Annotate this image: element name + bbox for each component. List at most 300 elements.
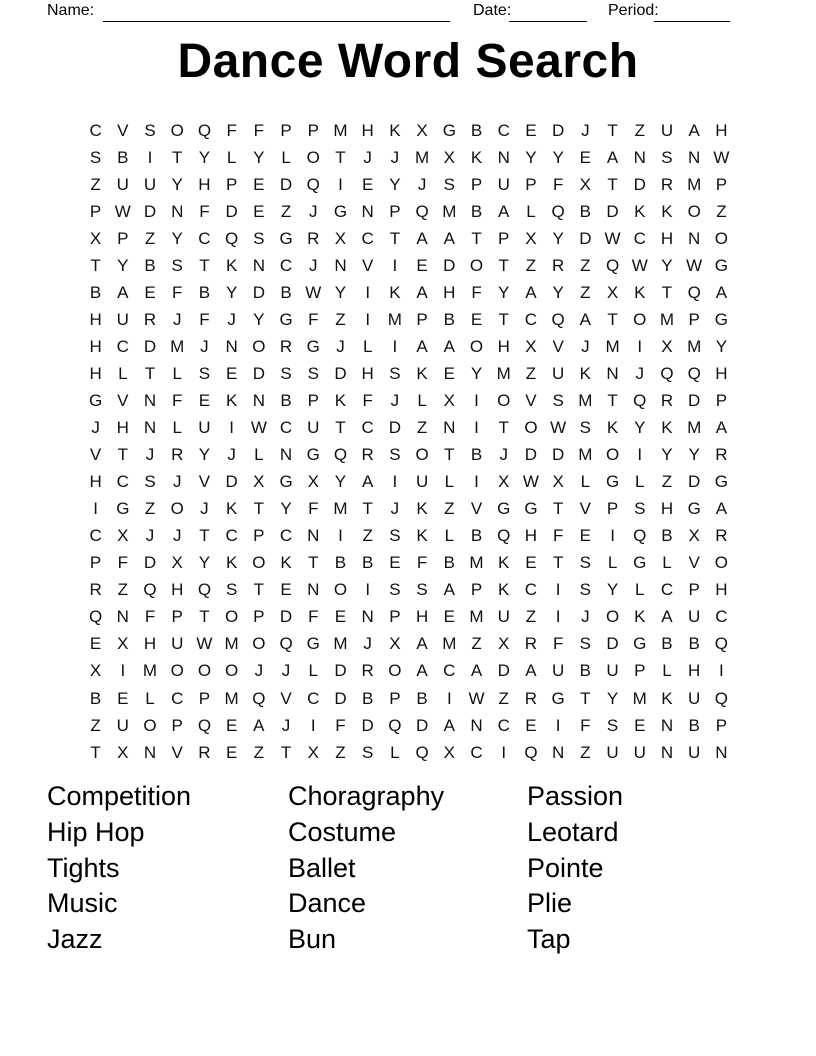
grid-letter: J (363, 634, 372, 654)
grid-letter: Q (551, 201, 565, 221)
grid-letter: M (142, 661, 158, 681)
grid-letter: W (686, 255, 703, 275)
word-list-item: Ballet (288, 852, 356, 883)
grid-letter: E (253, 201, 265, 221)
grid-letter: I (474, 418, 479, 438)
grid-letter: S (579, 418, 592, 438)
grid-letter: Z (416, 418, 428, 438)
grid-letter: A (362, 472, 374, 492)
grid-letter: B (144, 255, 156, 275)
grid-letter: W (114, 201, 131, 221)
grid-letter: N (171, 201, 184, 221)
grid-letter: T (90, 742, 101, 762)
grid-letter: K (416, 499, 428, 519)
grid-letter: E (634, 715, 646, 735)
grid-letter: V (579, 499, 592, 519)
name-blank-line (103, 0, 450, 22)
grid-letter: Y (171, 174, 183, 194)
grid-letter: I (365, 282, 371, 302)
grid-letter: A (715, 499, 728, 519)
grid-letter: P (307, 120, 319, 140)
grid-letter: O (469, 255, 484, 275)
grid-letter: S (443, 174, 455, 194)
grid-letter: P (253, 607, 265, 627)
grid-letter: O (415, 445, 429, 465)
grid-letter: J (200, 336, 209, 356)
grid-letter: Q (306, 174, 320, 194)
grid-letter: Z (335, 309, 346, 329)
grid-letter: Y (334, 282, 347, 302)
grid-letter: W (250, 418, 267, 438)
grid-letter: N (361, 201, 374, 221)
grid-letter: B (362, 553, 374, 573)
grid-letter: X (443, 390, 455, 410)
grid-letter: B (470, 526, 483, 546)
grid-letter: T (498, 418, 509, 438)
grid-letter: X (117, 634, 129, 654)
grid-letter: I (338, 526, 343, 546)
grid-letter: N (279, 445, 293, 465)
grid-letter: Z (661, 472, 673, 492)
grid-letter: I (338, 174, 343, 194)
grid-letter: P (89, 553, 102, 573)
grid-letter: Q (197, 580, 212, 600)
grid-letter: P (117, 228, 129, 248)
grid-letter: K (416, 526, 428, 546)
grid-letter: E (117, 688, 129, 708)
grid-letter: T (498, 255, 509, 275)
grid-letter: C (715, 607, 728, 627)
grid-letter: S (253, 228, 265, 248)
grid-letter: I (555, 580, 561, 600)
grid-letter: R (198, 742, 211, 762)
grid-letter: E (579, 526, 592, 546)
grid-letter: U (660, 120, 674, 140)
grid-letter: M (659, 309, 675, 329)
grid-letter: F (117, 553, 128, 573)
grid-letter: U (116, 174, 129, 194)
grid-letter: B (89, 282, 102, 302)
grid-letter: M (333, 634, 348, 654)
grid-letter: J (581, 336, 590, 356)
grid-letter: U (116, 715, 129, 735)
grid-letter: P (225, 174, 238, 194)
grid-letter: H (116, 418, 129, 438)
grid-letter: R (660, 390, 674, 410)
grid-letter: C (470, 742, 483, 762)
grid-letter: V (89, 445, 102, 465)
grid-letter: C (198, 228, 211, 248)
grid-letter: K (634, 607, 646, 627)
grid-letter: A (606, 147, 619, 167)
grid-letter: P (470, 580, 483, 600)
grid-letter: S (579, 553, 592, 573)
grid-letter: F (144, 607, 156, 627)
grid-letter: F (308, 309, 319, 329)
grid-letter: S (280, 363, 292, 383)
word-list-column-1 (47, 779, 191, 958)
grid-letter: L (145, 688, 155, 708)
grid-letter: Z (498, 688, 509, 708)
grid-letter: S (606, 715, 619, 735)
grid-letter: Y (334, 472, 347, 492)
grid-letter: D (688, 472, 701, 492)
grid-letter: F (172, 282, 183, 302)
grid-letter: T (661, 282, 673, 302)
word-list-column-2 (288, 779, 444, 958)
grid-letter: T (552, 499, 564, 519)
grid-letter: K (225, 390, 238, 410)
grid-letter: U (171, 634, 184, 654)
grid-letter: K (634, 201, 646, 221)
grid-letter: A (688, 120, 700, 140)
date-label: Date: (473, 2, 512, 19)
grid-letter: R (307, 228, 320, 248)
grid-letter: Y (552, 147, 564, 167)
grid-letter: L (635, 472, 645, 492)
grid-letter: X (498, 472, 510, 492)
grid-letter: B (661, 634, 673, 654)
grid-letter: P (715, 390, 728, 410)
grid-letter: L (172, 418, 182, 438)
grid-letter: E (470, 309, 483, 329)
grid-letter: B (443, 553, 455, 573)
grid-letter: T (607, 390, 618, 410)
grid-letter: D (225, 201, 238, 221)
grid-letter: T (253, 580, 265, 600)
grid-letter: T (144, 363, 156, 383)
grid-letter: F (335, 715, 346, 735)
grid-letter: Z (580, 742, 591, 762)
grid-letter: T (308, 553, 319, 573)
grid-letter: F (308, 499, 319, 519)
grid-letter: Y (525, 147, 537, 167)
grid-letter: P (498, 228, 510, 248)
grid-letter: L (118, 363, 128, 383)
grid-letter: O (252, 336, 266, 356)
grid-letter: I (555, 715, 561, 735)
grid-letter: T (498, 309, 509, 329)
grid-letter: Y (661, 255, 673, 275)
grid-letter: C (524, 309, 538, 329)
grid-letter: B (579, 661, 592, 681)
grid-letter: P (525, 174, 537, 194)
grid-letter: Q (279, 634, 293, 654)
grid-letter: W (196, 634, 213, 654)
grid-letter: R (171, 445, 184, 465)
grid-letter: N (252, 255, 265, 275)
grid-letter: H (143, 634, 157, 654)
grid-letter: Y (225, 282, 238, 302)
grid-letter: D (579, 228, 592, 248)
grid-letter: E (144, 282, 156, 302)
grid-letter: B (416, 688, 428, 708)
grid-letter: G (633, 634, 647, 654)
grid-letter: L (580, 472, 591, 492)
grid-letter: S (552, 390, 564, 410)
grid-letter: N (143, 742, 157, 762)
grid-letter: S (144, 120, 156, 140)
grid-letter: N (470, 715, 483, 735)
grid-letter: C (443, 661, 456, 681)
grid-letter: M (469, 553, 484, 573)
grid-letter: Q (415, 742, 429, 762)
word-list-item: Tights (47, 852, 120, 883)
grid-letter: P (89, 201, 102, 221)
grid-letter: Z (525, 255, 537, 275)
grid-letter: K (498, 553, 510, 573)
grid-letter: O (388, 661, 402, 681)
grid-letter: M (415, 147, 430, 167)
grid-letter: Y (715, 336, 728, 356)
grid-letter: P (171, 715, 183, 735)
grid-letter: Q (714, 688, 728, 708)
grid-letter: B (579, 201, 592, 221)
grid-letter: F (199, 201, 210, 221)
grid-letter: R (524, 688, 538, 708)
grid-letter: V (525, 390, 537, 410)
grid-letter: P (171, 607, 183, 627)
word-list-item: Music (47, 888, 118, 919)
grid-letter: J (172, 526, 182, 546)
grid-letter: N (307, 580, 320, 600)
grid-letter: G (279, 472, 293, 492)
grid-letter: G (306, 445, 320, 465)
grid-letter: A (416, 661, 428, 681)
word-list-item: Passion (527, 781, 624, 811)
grid-letter: R (361, 445, 374, 465)
grid-letter: T (117, 445, 128, 465)
grid-letter: X (253, 472, 265, 492)
grid-letter: L (444, 526, 455, 546)
grid-letter: E (198, 390, 211, 410)
grid-letter: Y (661, 445, 673, 465)
grid-letter: D (143, 553, 157, 573)
grid-letter: V (280, 688, 292, 708)
grid-letter: K (225, 255, 238, 275)
grid-letter: F (552, 634, 564, 654)
grid-letter: O (170, 661, 184, 681)
grid-letter: L (526, 201, 536, 221)
grid-letter: J (581, 607, 590, 627)
grid-letter: U (307, 418, 320, 438)
grid-letter: F (580, 715, 591, 735)
grid-letter: U (606, 661, 619, 681)
grid-letter: W (305, 282, 322, 302)
grid-letter: Q (143, 580, 157, 600)
grid-letter: L (362, 336, 373, 356)
grid-letter: B (198, 282, 211, 302)
grid-letter: Q (197, 120, 212, 140)
word-list-item: Leotard (527, 816, 619, 847)
grid-letter: Z (716, 201, 727, 221)
grid-letter: B (470, 445, 483, 465)
grid-letter: C (361, 418, 374, 438)
grid-letter: H (361, 120, 374, 140)
grid-letter: N (633, 147, 646, 167)
grid-letter: E (525, 715, 537, 735)
grid-letter: V (117, 120, 129, 140)
grid-letter: C (279, 255, 293, 275)
grid-letter: K (579, 363, 592, 383)
grid-letter: N (143, 418, 157, 438)
grid-letter: G (633, 553, 647, 573)
grid-letter: I (637, 336, 643, 356)
grid-letter: O (469, 336, 484, 356)
grid-letter: N (443, 418, 456, 438)
grid-letter: S (389, 526, 401, 546)
grid-letter: E (525, 553, 537, 573)
grid-letter: K (389, 282, 401, 302)
grid-letter: T (607, 174, 618, 194)
grid-letter: M (333, 499, 348, 519)
grid-letter: H (497, 336, 510, 356)
grid-letter: S (144, 472, 156, 492)
grid-letter: E (579, 147, 592, 167)
grid-letter: Q (633, 390, 647, 410)
grid-letter: M (387, 309, 402, 329)
grid-letter: J (145, 445, 155, 465)
grid-letter: Y (389, 174, 401, 194)
grid-letter: G (306, 336, 320, 356)
grid-letter: Q (551, 309, 565, 329)
grid-letter: N (552, 742, 565, 762)
grid-letter: Q (687, 363, 701, 383)
grid-letter: I (93, 499, 98, 519)
grid-letter: H (415, 607, 429, 627)
grid-letter: C (497, 715, 510, 735)
word-list-item: Pointe (527, 852, 604, 883)
grid-letter: Y (552, 228, 564, 248)
grid-letter: T (607, 120, 618, 140)
grid-letter: M (442, 201, 457, 221)
grid-letter: F (362, 390, 373, 410)
grid-letter: F (172, 390, 183, 410)
grid-letter: W (468, 688, 485, 708)
grid-letter: J (172, 472, 182, 492)
grid-letter: Q (225, 228, 239, 248)
grid-letter: X (579, 174, 592, 194)
grid-letter: A (443, 580, 455, 600)
grid-letter: D (388, 418, 402, 438)
grid-letter: Z (335, 742, 346, 762)
grid-letter: X (606, 282, 619, 302)
grid-letter: S (661, 147, 673, 167)
grid-letter: J (172, 309, 182, 329)
grid-letter: Z (144, 499, 156, 519)
grid-letter: C (89, 120, 102, 140)
grid-letter: O (225, 607, 239, 627)
grid-letter: U (688, 742, 701, 762)
grid-letter: G (524, 499, 538, 519)
grid-letter: P (688, 309, 700, 329)
grid-letter: M (605, 336, 620, 356)
grid-letter: Y (171, 228, 183, 248)
grid-letter: A (498, 201, 510, 221)
grid-letter: T (199, 255, 210, 275)
grid-letter: C (89, 526, 102, 546)
grid-letter: F (253, 120, 265, 140)
grid-letter: T (172, 147, 183, 167)
grid-letter: X (688, 526, 700, 546)
grid-letter: G (714, 309, 728, 329)
grid-letter: D (252, 363, 265, 383)
grid-letter: O (524, 418, 538, 438)
grid-letter: J (499, 445, 508, 465)
grid-letter: I (637, 445, 643, 465)
grid-letter: X (498, 634, 510, 654)
grid-letter: U (497, 607, 510, 627)
grid-letter: A (443, 228, 455, 248)
grid-letter: D (361, 715, 374, 735)
grid-letter: L (390, 742, 400, 762)
grid-letter: I (147, 147, 153, 167)
grid-letter: L (607, 553, 618, 573)
grid-letter: O (497, 390, 511, 410)
grid-letter: K (416, 363, 428, 383)
period-label: Period: (608, 2, 659, 19)
grid-letter: Z (444, 499, 455, 519)
grid-letter: Y (117, 255, 129, 275)
grid-letter: P (307, 390, 319, 410)
grid-letter: V (198, 472, 211, 492)
grid-letter: S (579, 634, 592, 654)
name-label: Name: (47, 2, 95, 19)
grid-letter: C (171, 688, 184, 708)
grid-letter: A (579, 309, 592, 329)
grid-letter: Z (362, 526, 373, 546)
grid-letter: G (605, 472, 620, 492)
grid-letter: L (662, 661, 672, 681)
grid-letter: B (470, 120, 483, 140)
grid-letter: Q (660, 363, 674, 383)
grid-letter: D (334, 363, 347, 383)
grid-letter: T (607, 309, 618, 329)
grid-letter: E (362, 174, 374, 194)
grid-letter: E (416, 255, 428, 275)
grid-letter: X (389, 634, 401, 654)
grid-letter: H (89, 472, 102, 492)
grid-letter: N (688, 147, 701, 167)
grid-letter: T (199, 526, 210, 546)
grid-letter: D (225, 472, 238, 492)
grid-letter: A (715, 282, 728, 302)
grid-letter: Z (525, 607, 537, 627)
grid-letter: V (470, 499, 483, 519)
grid-letter: H (171, 580, 184, 600)
grid-letter: D (552, 120, 565, 140)
grid-letter: G (333, 201, 348, 221)
grid-letter: I (555, 607, 561, 627)
grid-letter: B (362, 688, 374, 708)
grid-letter: H (89, 336, 102, 356)
grid-letter: S (225, 580, 238, 600)
grid-letter: Q (633, 526, 647, 546)
grid-letter: P (280, 120, 292, 140)
grid-letter: V (362, 255, 374, 275)
grid-letter: Q (687, 282, 701, 302)
grid-letter: R (660, 174, 674, 194)
grid-letter: A (715, 418, 728, 438)
grid-letter: E (443, 607, 455, 627)
grid-letter: E (225, 715, 238, 735)
grid-letter: D (415, 715, 429, 735)
grid-letter: P (715, 715, 728, 735)
grid-letter: N (143, 390, 157, 410)
grid-letter: M (496, 363, 511, 383)
grid-letter: A (416, 228, 428, 248)
grid-letter: S (198, 363, 211, 383)
